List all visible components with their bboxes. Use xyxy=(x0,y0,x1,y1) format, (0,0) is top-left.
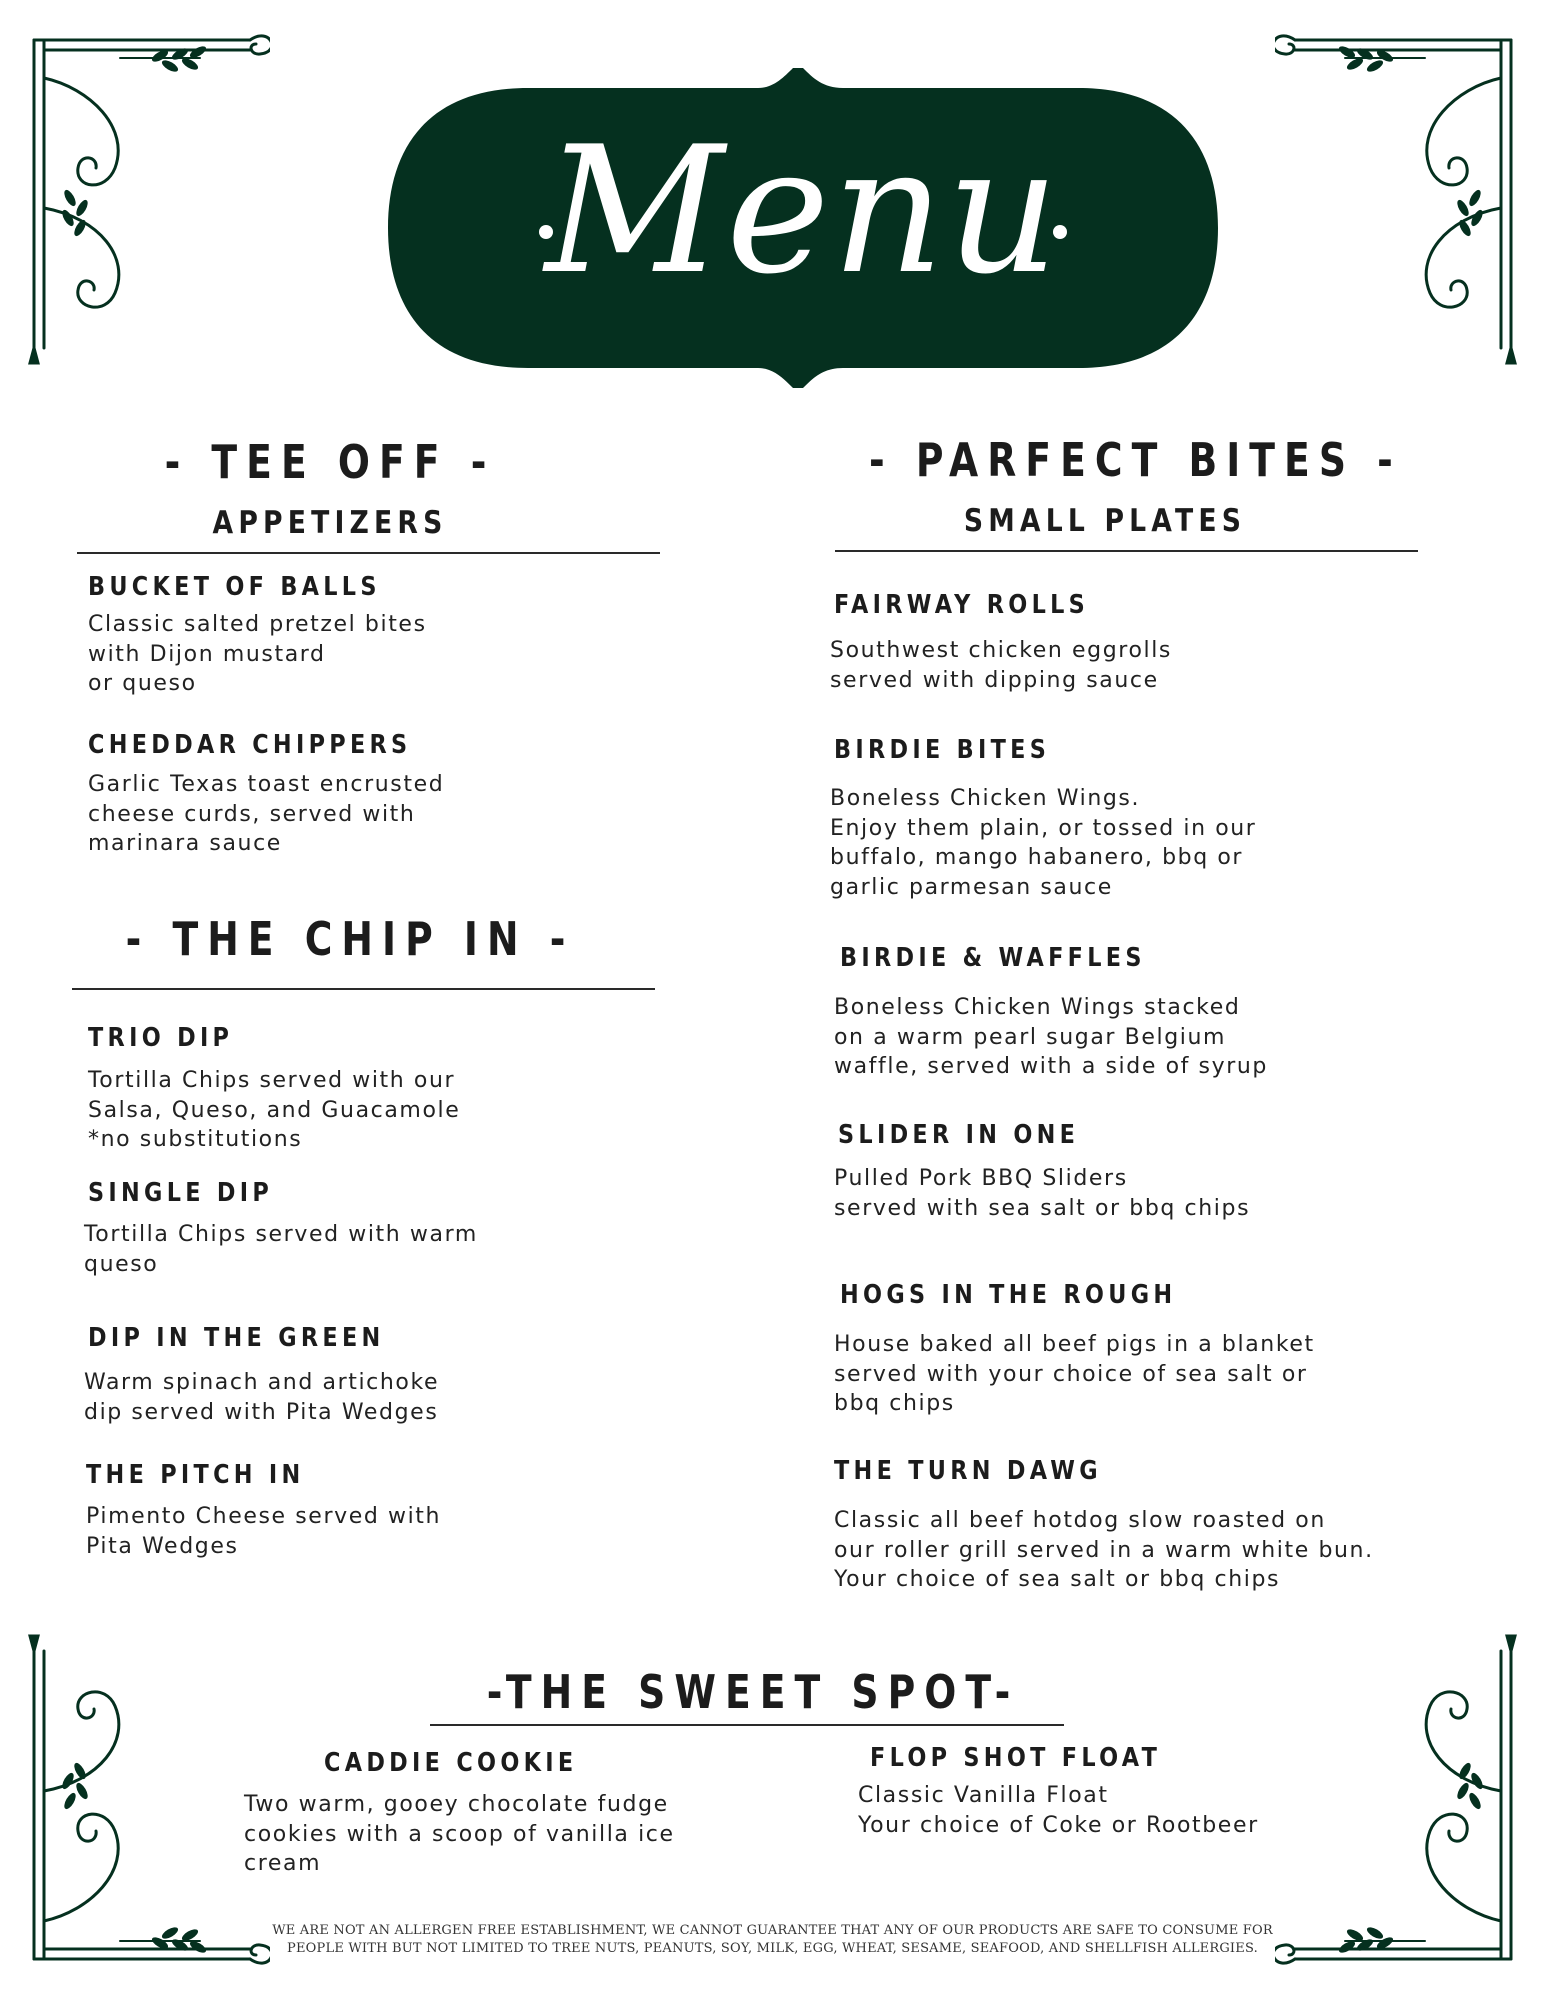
menu-item-title: THE PITCH IN xyxy=(86,1460,305,1490)
allergen-disclaimer: WE ARE NOT AN ALLERGEN FREE ESTABLISHMENT, WE CANNOT GUARANTEE THAT ANY OF OUR PRODUCTS ARE SAFE TO CONSUME FOR PEOPLE WITH BUT NOT LIMITED TO TREE NUTS, PEANUTS, SOY, MILK, EGG, WHEAT, SESAME, SEAFOOD, AND SHELLFISH ALLERGIES. xyxy=(272,1923,1273,1956)
parfect-bites-heading: - PARFECT BITES - xyxy=(869,433,1402,487)
menu-item-description: Classic all beef hotdog slow roasted on our roller grill served in a warm white bun. Your choice of sea salt or bbq chips xyxy=(834,1508,1374,1592)
menu-item-title: CHEDDAR CHIPPERS xyxy=(88,730,412,760)
chip-in-heading: - THE CHIP IN - xyxy=(125,912,575,966)
menu-item-title: HOGS IN THE ROUGH xyxy=(840,1280,1177,1310)
menu-item-title: THE TURN DAWG xyxy=(834,1456,1102,1486)
tee-off-heading: - TEE OFF - xyxy=(164,435,496,489)
corner-flourish-icon xyxy=(1275,1621,1525,1981)
menu-item-description: Boneless Chicken Wings stacked on a warm pearl sugar Belgium waffle, served with a side of syrup xyxy=(834,995,1268,1079)
menu-item-title: SLIDER IN ONE xyxy=(838,1120,1080,1150)
menu-item-description: Classic Vanilla Float Your choice of Coke or Rootbeer xyxy=(858,1783,1259,1838)
menu-item-title: SINGLE DIP xyxy=(88,1178,274,1208)
menu-item-title: CADDIE COOKIE xyxy=(324,1748,578,1778)
tee-off-rule xyxy=(77,552,660,554)
chip-in-rule xyxy=(72,988,655,990)
menu-item-description: Classic salted pretzel bites with Dijon mustard or queso xyxy=(88,612,427,696)
menu-item-description: Garlic Texas toast encrusted cheese curds, served with marinara sauce xyxy=(88,772,445,856)
appetizers-subheading: APPETIZERS xyxy=(212,505,448,541)
menu-item-description: Pimento Cheese served with Pita Wedges xyxy=(86,1504,442,1559)
menu-item-description: Tortilla Chips served with our Salsa, Queso, and Guacamole *no substitutions xyxy=(88,1068,461,1152)
menu-title: Menu xyxy=(544,110,1062,313)
menu-item-title: BIRDIE BITES xyxy=(834,735,1051,765)
menu-banner xyxy=(388,68,1218,388)
menu-item-description: Boneless Chicken Wings. Enjoy them plain, or tossed in our buffalo, mango habanero, bbq or garlic parmesan sauce xyxy=(830,786,1257,900)
menu-item-description: Warm spinach and artichoke dip served with Pita Wedges xyxy=(84,1370,440,1425)
small-plates-subheading: SMALL PLATES xyxy=(963,503,1247,539)
corner-flourish-icon xyxy=(1275,18,1525,378)
menu-item-description: Tortilla Chips served with warm queso xyxy=(84,1222,478,1277)
sweet-spot-heading: -THE SWEET SPOT- xyxy=(486,1665,1020,1719)
corner-flourish-icon xyxy=(20,18,270,378)
sweet-spot-rule xyxy=(430,1724,1064,1726)
menu-item-description: Southwest chicken eggrolls served with dipping sauce xyxy=(830,638,1172,693)
menu-item-title: BIRDIE & WAFFLES xyxy=(840,943,1146,973)
menu-item-title: BUCKET OF BALLS xyxy=(88,572,381,602)
menu-item-title: TRIO DIP xyxy=(88,1023,234,1053)
menu-item-description: Pulled Pork BBQ Sliders served with sea salt or bbq chips xyxy=(834,1166,1251,1221)
menu-item-description: House baked all beef pigs in a blanket served with your choice of sea salt or bbq chips xyxy=(834,1332,1315,1416)
menu-item-title: DIP IN THE GREEN xyxy=(88,1323,385,1353)
menu-item-title: FAIRWAY ROLLS xyxy=(834,590,1090,620)
menu-item-title: FLOP SHOT FLOAT xyxy=(870,1743,1162,1773)
corner-flourish-icon xyxy=(20,1621,270,1981)
parfect-bites-rule xyxy=(835,550,1418,552)
menu-item-description: Two warm, gooey chocolate fudge cookies with a scoop of vanilla ice cream xyxy=(244,1792,675,1876)
